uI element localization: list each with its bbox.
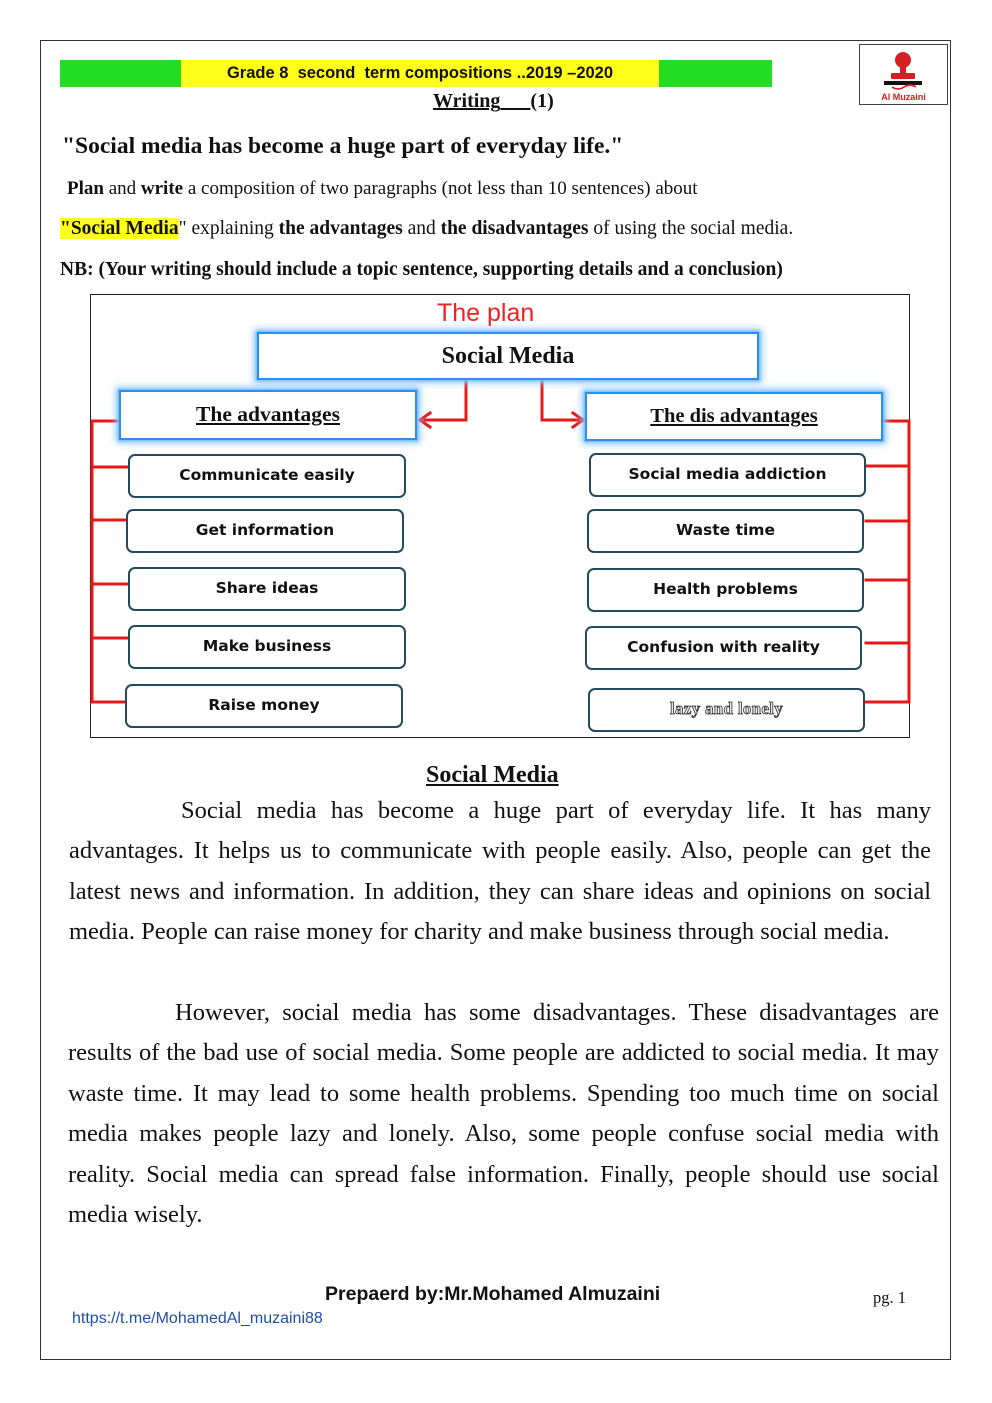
writing-number: (1) (530, 90, 554, 112)
page-number: pg. 1 (873, 1288, 906, 1307)
essay-paragraph-2 (68, 993, 939, 1235)
advantages-spine (92, 421, 119, 702)
instruction-rest: a composition of two paragraphs (not less than 10 sentences) about (183, 178, 698, 199)
line2-end: of using the social media. (588, 218, 794, 239)
advantage-item: Raise money (125, 684, 403, 728)
writing-label: Writing (433, 90, 501, 112)
explaining-text: " explaining (178, 218, 279, 239)
write-word: write (140, 178, 184, 199)
grade-title: Grade 8 second term compositions ..2019 –2020 (181, 60, 659, 87)
prepared-by: Prepaerd by:Mr.Mohamed Almuzaini (325, 1283, 661, 1305)
topic-highlight: "Social Media (60, 218, 179, 239)
nb-note: NB: (Your writing should include a topic sentence, supporting details and a conclusion) (60, 259, 783, 280)
advantage-item: Make business (128, 625, 406, 669)
prompt-quote: "Social media has become a huge part of everyday life." (62, 133, 624, 159)
advantages-bold: the advantages (278, 218, 403, 239)
advantage-item: Communicate easily (128, 454, 406, 498)
paragraph-2-text: However, social media has some disadvantages. These disadvantages are results of the bad use of social media. Some people are addicted to social media. It may waste time. It may lead to some health problems. Spending too much time on social media makes people lazy and lonely. Also, some people confuse social media with reality. Social media can spread false information. Finally, people should use social media wisely. (68, 999, 939, 1229)
disadvantages-heading: The dis advantages (585, 392, 883, 441)
main-node: Social Media (257, 332, 759, 380)
disadvantage-item: Health problems (587, 568, 864, 612)
connector-main-to-advantages (425, 381, 466, 420)
essay-title: Social Media (426, 762, 559, 788)
plan-word: Plan (67, 178, 104, 199)
plan-title: The plan (437, 299, 535, 327)
disadvantages-spine (883, 421, 909, 702)
disadvantages-bold: the disadvantages (440, 218, 589, 239)
advantage-item: Share ideas (128, 567, 406, 611)
advantages-branches (92, 467, 128, 702)
logo-text: Al Muzaini (881, 92, 926, 102)
disadvantage-item: Waste time (587, 509, 864, 553)
and-text: and (402, 218, 441, 239)
disadvantages-branches (866, 466, 909, 702)
paragraph-1-text: Social media has become a huge part of everyday life. It has many advantages. It helps us to communicate with people easily. Also, people can get the latest news and information. In addition, they can share ideas and opinions on social media. People can raise money for charity and make business through social media. (69, 797, 931, 946)
advantages-heading: The advantages (119, 390, 417, 440)
disadvantage-item: Confusion with reality (585, 626, 862, 670)
advantage-item: Get information (126, 509, 404, 553)
telegram-link[interactable]: https://t.me/MohamedAl_muzaini88 (72, 1310, 323, 1327)
disadvantage-item: lazy and lonely (588, 688, 865, 732)
essay-paragraph-1 (69, 791, 931, 953)
disadvantage-item: Social media addiction (589, 453, 866, 497)
and-word: and (103, 178, 141, 199)
